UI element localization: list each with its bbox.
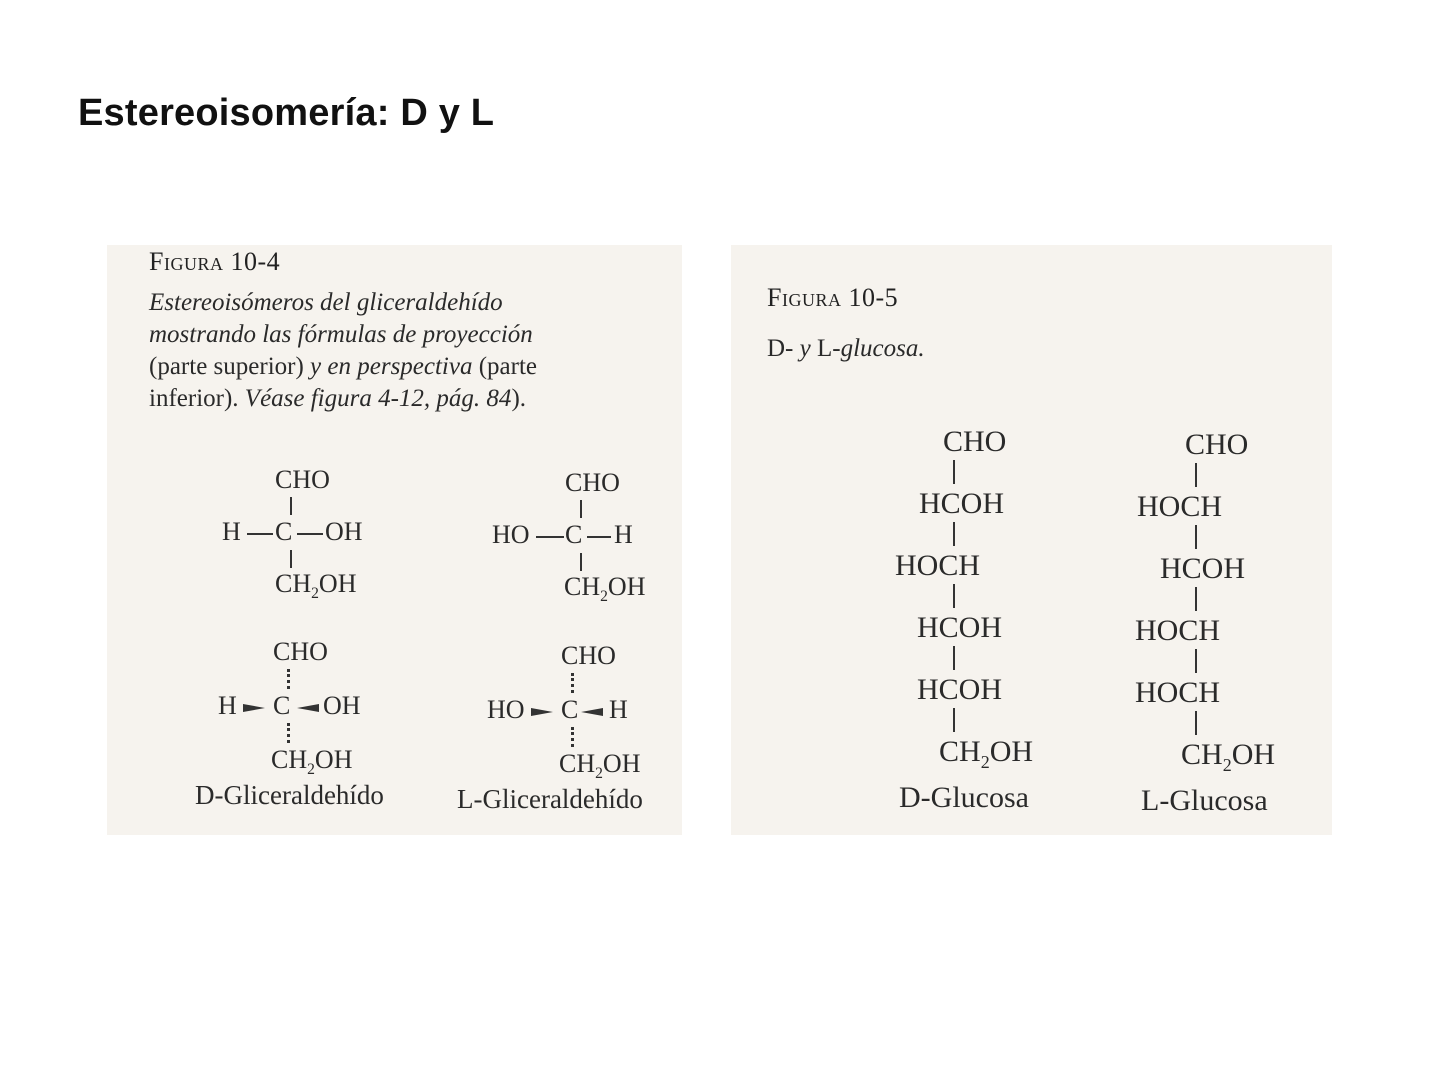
bond-line — [953, 584, 955, 608]
atom-text: CH — [564, 572, 601, 601]
caption-segment: inferior). — [149, 385, 245, 412]
atom-text: OH — [607, 572, 646, 601]
glucose-row: HCOH — [919, 487, 1005, 520]
name-prefix: L- — [457, 784, 483, 814]
atom-label: CHO — [275, 465, 330, 494]
figure-10-4-label: Figura 10-4 — [149, 247, 281, 276]
atom-text: CH — [939, 735, 981, 768]
l-glucose-name — [1141, 784, 1268, 818]
atom-label: HO — [487, 695, 525, 724]
dashed-bond — [571, 673, 574, 693]
name-prefix: L- — [1141, 784, 1170, 817]
subscript: 2 — [1222, 755, 1232, 775]
atom-text: OH — [318, 569, 357, 598]
bond-line — [290, 550, 292, 568]
atom-label — [275, 569, 356, 603]
glucose-row: HCOH — [917, 611, 1003, 644]
name-text: Glucosa — [930, 781, 1029, 814]
caption-line: mostrando las fórmulas de proyección — [149, 321, 533, 348]
atom-text: OH — [989, 735, 1034, 768]
caption-segment: glucosa. — [840, 335, 925, 362]
glucose-row: HCOH — [1160, 552, 1246, 585]
caption-segment: y — [793, 335, 817, 362]
bond-line — [587, 536, 611, 538]
subscript: 2 — [307, 761, 315, 779]
caption-segment: y en perspectiva — [303, 353, 479, 380]
atom-text: OH — [314, 745, 353, 774]
d-glucose-name — [899, 781, 1029, 815]
dashed-bond — [571, 727, 574, 747]
bond-line — [953, 522, 955, 546]
atom-text: OH — [602, 749, 641, 778]
bond-line — [1195, 525, 1197, 549]
atom-label: OH — [323, 691, 361, 720]
bond-line — [536, 536, 564, 538]
atom-label: C — [565, 520, 583, 549]
atom-label: HO — [492, 520, 530, 549]
bond-line — [1195, 711, 1197, 735]
figure-10-4-image — [107, 245, 682, 835]
wedge-bond — [297, 704, 319, 712]
atom-text: CH — [275, 569, 312, 598]
subscript: 2 — [600, 588, 608, 606]
bond-line — [247, 533, 273, 535]
caption-segment: D- — [767, 335, 794, 362]
atom-text: CH — [1181, 738, 1223, 771]
atom-text: OH — [1231, 738, 1276, 771]
dashed-bond — [287, 669, 290, 689]
glucose-row: HOCH — [895, 549, 981, 582]
atom-label: CHO — [561, 641, 616, 670]
atom-text: CH — [559, 749, 596, 778]
caption-line — [149, 351, 537, 383]
bond-line — [1195, 463, 1197, 487]
bond-line — [953, 708, 955, 732]
bond-line — [290, 497, 292, 515]
subscript: 2 — [311, 585, 319, 603]
atom-label: H — [614, 520, 633, 549]
glucose-row: CHO — [1185, 428, 1249, 461]
figure-10-4-caption — [149, 287, 537, 415]
caption-line: Estereoisómeros del gliceraldehído — [149, 289, 503, 316]
glucose-row: HOCH — [1135, 614, 1221, 647]
figure-10-5-caption — [767, 333, 925, 365]
figure-10-5-label: Figura 10-5 — [767, 283, 899, 312]
caption-segment: (parte superior) — [149, 353, 304, 380]
glucose-row: CHO — [943, 425, 1007, 458]
caption-line — [149, 383, 537, 415]
subscript: 2 — [980, 752, 990, 772]
atom-label — [564, 572, 645, 606]
atom-text: CH — [271, 745, 308, 774]
wedge-bond — [243, 704, 265, 712]
glucose-row — [1181, 738, 1275, 776]
name-prefix: D- — [899, 781, 931, 814]
atom-label — [559, 749, 640, 783]
bond-line — [953, 460, 955, 484]
caption-segment: L- — [817, 335, 841, 362]
glucose-row: HOCH — [1135, 676, 1221, 709]
atom-label: C — [273, 691, 291, 720]
atom-label: C — [275, 517, 293, 546]
atom-label: CHO — [273, 637, 328, 666]
name-text: Gliceraldehído — [482, 784, 643, 814]
caption-segment: Véase figura 4-12, pág. 84 — [244, 385, 512, 412]
name-prefix: D- — [195, 780, 224, 810]
caption-segment: ). — [511, 385, 527, 412]
atom-label: CHO — [565, 468, 620, 497]
bond-line — [580, 553, 582, 571]
atom-label — [271, 745, 352, 779]
wedge-bond — [581, 708, 603, 716]
l-glyceraldehyde-name — [457, 784, 643, 815]
glucose-row: HOCH — [1137, 490, 1223, 523]
name-text: Gliceraldehído — [223, 780, 384, 810]
bond-line — [1195, 649, 1197, 673]
atom-label: OH — [325, 517, 363, 546]
caption-segment: (parte — [478, 353, 538, 380]
bond-line — [1195, 587, 1197, 611]
bond-line — [580, 500, 582, 518]
name-text: Glucosa — [1169, 784, 1268, 817]
slide-title: Estereoisomería: D y L — [78, 92, 495, 134]
dashed-bond — [287, 723, 290, 743]
atom-label: H — [222, 517, 241, 546]
bond-line — [953, 646, 955, 670]
atom-label: H — [218, 691, 237, 720]
glucose-row: HCOH — [917, 673, 1003, 706]
atom-label: C — [561, 695, 579, 724]
glucose-row — [939, 735, 1033, 773]
wedge-bond — [531, 708, 553, 716]
bond-line — [297, 533, 323, 535]
d-glyceraldehyde-name — [195, 780, 384, 811]
atom-label: H — [609, 695, 628, 724]
figure-10-5-image — [731, 245, 1332, 835]
subscript: 2 — [595, 765, 603, 783]
